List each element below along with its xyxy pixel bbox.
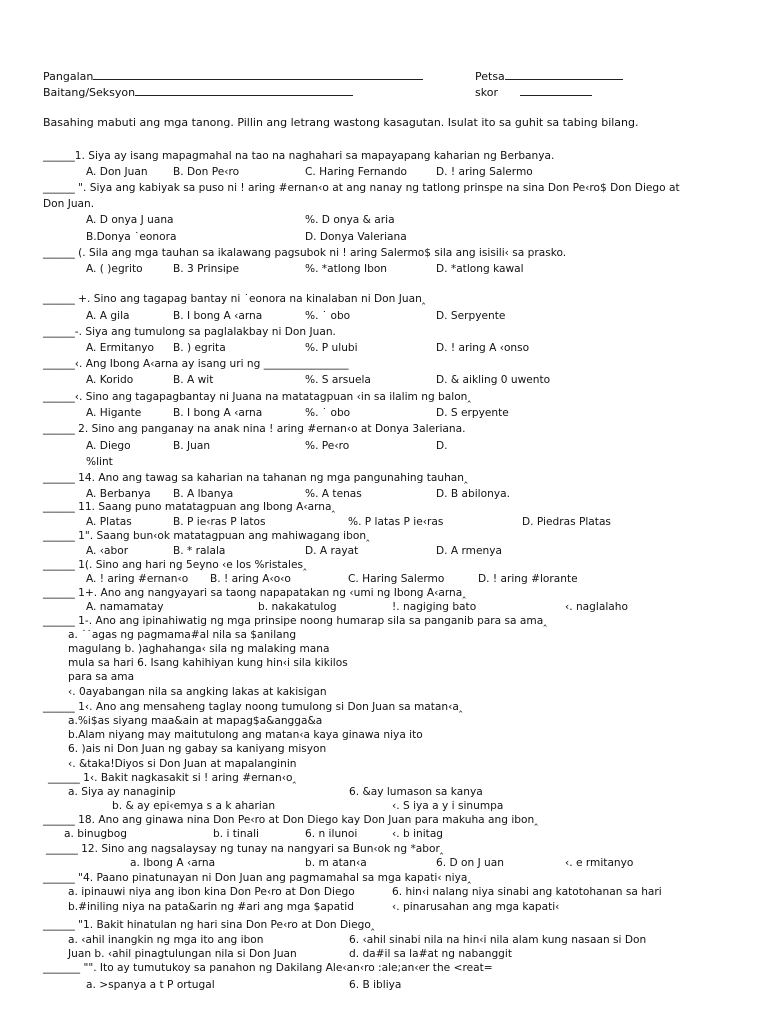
q8-choice-a: A. Diego: [86, 440, 131, 452]
question-21: ______ "1. Bakit hinatulan ng hari sina Don Pe‹ro at Don Diego‸: [43, 919, 375, 931]
q3-choice-d: D. *atlong kawal: [436, 263, 524, 275]
q7-choice-a: A. Higante: [86, 407, 142, 419]
q6-choice-c: %. S arsuela: [305, 374, 371, 386]
q6-choice-d: D. & aikling 0 uwento: [436, 374, 551, 386]
q14-choice-d: ‹. naglalaho: [565, 601, 628, 613]
q10-choice-d: D. B abilonya.: [436, 488, 510, 500]
q13-choice-a: A. ! aring #ernan‹o: [86, 573, 189, 585]
question-22: _______ "". Ito ay tumutukoy sa panahon ng Dakilang Ale‹an‹ro :ale;an‹er the <reat=: [43, 962, 493, 974]
q18-choice-c: 6. n ilunoi: [305, 828, 358, 840]
q5-choice-d: D. ! aring A ‹onso: [436, 342, 530, 354]
question-20: ______ "4. Paano pinatunayan ni Don Juan ang pagmamahal sa mga kapati‹ niya‸: [43, 872, 471, 884]
question-1: ______1. Siya ay isang mapagmahal na tao na naghahari sa mapayapang kaharian ng Berbanya.: [43, 150, 555, 162]
q11-choice-c: %. P latas P ie‹ras: [348, 516, 444, 528]
q8-choice-d-extra: %lint: [86, 456, 113, 468]
q2-choice-d: D. Donya Valeriana: [305, 231, 407, 243]
q15-line-3: mula sa hari 6. Isang kahihiyan kung hin‹i sila kikilos: [68, 657, 348, 669]
question-17: ______ 1‹. Bakit nagkasakit si ! aring #ernan‹o‸: [48, 772, 297, 784]
q4-choice-b: B. I bong A ‹arna: [173, 310, 263, 322]
q4-choice-a: A. A gila: [86, 310, 130, 322]
q20-choice-c: 6. hin‹i nalang niya sinabi ang katotohanan sa hari: [392, 886, 662, 898]
name-field-row: [43, 70, 423, 83]
q15-line-2: magulang b. )aghahanga‹ sila ng malaking mana: [68, 643, 330, 655]
grade-blank[interactable]: [135, 95, 353, 96]
q10-choice-b: B. A lbanya: [173, 488, 234, 500]
q1-choice-a: A. Don Juan: [86, 166, 148, 178]
q5-choice-b: B. ) egrita: [173, 342, 226, 354]
question-2: ______ ". Siya ang kabiyak sa puso ni ! aring #ernan‹o at ang nanay ng tatlong prinspe na sina Don Pe‹ro$ Don Diego at: [43, 182, 680, 194]
q2-choice-b: B.Donya ˙eonora: [86, 231, 177, 243]
q14-choice-a: A. namamatay: [86, 601, 164, 613]
question-2-cont: Don Juan.: [43, 198, 95, 210]
q8-choice-d: D.: [436, 440, 448, 452]
q17-choice-d: ‹. S iya a y i sinumpa: [392, 800, 504, 812]
q13-choice-b: B. ! aring A‹o‹o: [210, 573, 291, 585]
q13-choice-c: C. Haring Salermo: [348, 573, 445, 585]
q5-choice-a: A. Ermitanyo: [86, 342, 155, 354]
q20-choice-a: a. ipinauwi niya ang ibon kina Don Pe‹ro at Don Diego: [68, 886, 355, 898]
q18-choice-a: a. binugbog: [64, 828, 127, 840]
q11-choice-b: B. P ie‹ras P latos: [173, 516, 266, 528]
q17-choice-a: a. Siya ay nanaginip: [68, 786, 176, 798]
q12-choice-a: A. ‹abor: [86, 545, 129, 557]
question-19: ______ 12. Sino ang nagsalaysay ng tunay na nangyari sa Bun‹ok ng *abor‸: [46, 843, 444, 855]
q1-choice-c: C. Haring Fernando: [305, 166, 408, 178]
question-5: ______-. Siya ang tumulong sa paglalakbay ni Don Juan.: [43, 326, 336, 338]
q7-choice-b: B. I bong A ‹arna: [173, 407, 263, 419]
q14-choice-c: !. nagiging bato: [392, 601, 477, 613]
q13-choice-d: D. ! aring #lorante: [478, 573, 578, 585]
question-15: ______ 1-. Ano ang ipinahiwatig ng mga prinsipe noong humarap sila sa panganib para sa ama‸: [43, 615, 547, 627]
question-18: ______ 18. Ano ang ginawa nina Don Pe‹ro at Don Diego kay Don Juan para makuha ang ibon‸: [43, 814, 538, 826]
q8-choice-b: B. Juan: [173, 440, 211, 452]
q4-choice-c: %. ˙ obo: [305, 310, 351, 322]
question-10: ______ 14. Ano ang tawag sa kaharian na tahanan ng mga pangunahing tauhan‸: [43, 472, 468, 484]
question-7: ______‹. Sino ang tagapagbantay ni Juana na matatagpuan ‹in sa ilalim ng balon‸: [43, 391, 471, 403]
q20-choice-b: b.#iniling niya na pata&arin ng #ari ang mga $apatid: [68, 901, 354, 913]
q16-line-1: a.%i$as siyang maa&ain at mapag$a&angga&a: [68, 715, 323, 727]
q20-choice-d: ‹. pinarusahan ang mga kapati‹: [392, 901, 560, 913]
q11-choice-a: A. Platas: [86, 516, 132, 528]
q7-choice-c: %. ˙ obo: [305, 407, 351, 419]
q10-choice-c: %. A tenas: [305, 488, 362, 500]
q12-choice-c: D. A rayat: [305, 545, 359, 557]
question-16: ______ 1‹. Ano ang mensaheng taglay noong tumulong si Don Juan sa matan‹a‸: [43, 701, 463, 713]
question-6: ______‹. Ang Ibong A‹arna ay isang uri ng ________________: [43, 358, 349, 370]
grade-field-row: [43, 86, 353, 99]
instructions: Basahing mabuti ang mga tanong. Pillin ang letrang wastong kasagutan. Isulat ito sa guhit sa tabing bilang.: [43, 116, 639, 129]
q2-choice-c: %. D onya & aria: [305, 214, 395, 226]
score-label: skor: [475, 86, 498, 99]
q21-choice-b: Juan b. ‹ahil pinagtulungan nila si Don Juan: [68, 948, 297, 960]
q21-choice-a: a. ‹ahil inangkin ng mga ito ang ibon: [68, 934, 264, 946]
q21-choice-d: d. da#il sa la#at ng nabanggit: [349, 948, 512, 960]
date-field-row: [475, 70, 623, 83]
q7-choice-d: D. S erpyente: [436, 407, 509, 419]
date-label: Petsa: [475, 70, 505, 83]
q6-choice-b: B. A wit: [173, 374, 214, 386]
q6-choice-a: A. Korido: [86, 374, 134, 386]
question-14: ______ 1+. Ano ang nangyayari sa taong napapatakan ng ‹umi ng Ibong A‹arna‸: [43, 587, 466, 599]
q15-line-4: para sa ama: [68, 671, 135, 683]
q12-choice-b: B. * ralala: [173, 545, 226, 557]
q19-choice-a: a. Ibong A ‹arna: [130, 857, 216, 869]
q22-choice-a: a. >spanya a t P ortugal: [86, 979, 215, 991]
q15-line-1: a. ˙˙agas ng pagmama#al nila sa $anilang: [68, 629, 297, 641]
question-13: ______ 1(. Sino ang hari ng 5eyno ‹e los %ristales‸: [43, 559, 307, 571]
question-12: ______ 1". Saang bun‹ok matatagpuan ang mahiwagang ibon‸: [43, 530, 370, 542]
q3-choice-b: B. 3 Prinsipe: [173, 263, 240, 275]
q16-line-3: 6. )ais ni Don Juan ng gabay sa kaniyang misyon: [68, 743, 327, 755]
q10-choice-a: A. Berbanya: [86, 488, 151, 500]
name-blank[interactable]: [93, 79, 423, 80]
q22-choice-b: 6. B ibliya: [349, 979, 402, 991]
q16-line-2: b.Alam niyang may maitutulong ang matan‹a kaya ginawa niya ito: [68, 729, 423, 741]
score-blank[interactable]: [520, 95, 592, 96]
q1-choice-d: D. ! aring Salermo: [436, 166, 533, 178]
q11-choice-d: D. Piedras Platas: [522, 516, 611, 528]
name-label: Pangalan: [43, 70, 94, 83]
question-11: ______ 11. Saang puno matatagpuan ang Ibong A‹arna‸: [43, 501, 336, 513]
q3-choice-c: %. *atlong Ibon: [305, 263, 388, 275]
q18-choice-b: b. i tinali: [213, 828, 259, 840]
q12-choice-d: D. A rmenya: [436, 545, 502, 557]
q3-choice-a: A. ( )egrito: [86, 263, 143, 275]
q2-choice-a: A. D onya J uana: [86, 214, 174, 226]
q14-choice-b: b. nakakatulog: [258, 601, 337, 613]
question-4: ______ +. Sino ang tagapag bantay ni ˙eonora na kinalaban ni Don Juan‸: [43, 293, 426, 305]
question-8: ______ 2. Sino ang panganay na anak nina ! aring #ernan‹o at Donya 3aleriana.: [43, 423, 466, 435]
q19-choice-c: 6. D on J uan: [436, 857, 504, 869]
question-3: ______ (. Sila ang mga tauhan sa ikalawang pagsubok ni ! aring Salermo$ sila ang isisili‹ sa prasko.: [43, 247, 567, 259]
q4-choice-d: D. Serpyente: [436, 310, 506, 322]
q17-choice-c: 6. &ay lumason sa kanya: [349, 786, 483, 798]
q1-choice-b: B. Don Pe‹ro: [173, 166, 240, 178]
q5-choice-c: %. P ulubi: [305, 342, 358, 354]
q18-choice-d: ‹. b initag: [392, 828, 444, 840]
q19-choice-d: ‹. e rmitanyo: [565, 857, 634, 869]
score-field-row: [475, 86, 592, 99]
q8-choice-c: %. Pe‹ro: [305, 440, 350, 452]
q21-choice-c: 6. ‹ahil sinabi nila na hin‹i nila alam kung nasaan si Don: [349, 934, 647, 946]
date-blank[interactable]: [505, 79, 623, 80]
grade-label: Baitang/Seksyon: [43, 86, 136, 99]
q17-choice-b: b. & ay epi‹emya s a k aharian: [112, 800, 276, 812]
q19-choice-b: b. m atan‹a: [305, 857, 367, 869]
q15-line-5: ‹. 0ayabangan nila sa angking lakas at kakisigan: [68, 686, 327, 698]
q16-line-4: ‹. &taka!Diyos si Don Juan at mapalanginin: [68, 758, 297, 770]
